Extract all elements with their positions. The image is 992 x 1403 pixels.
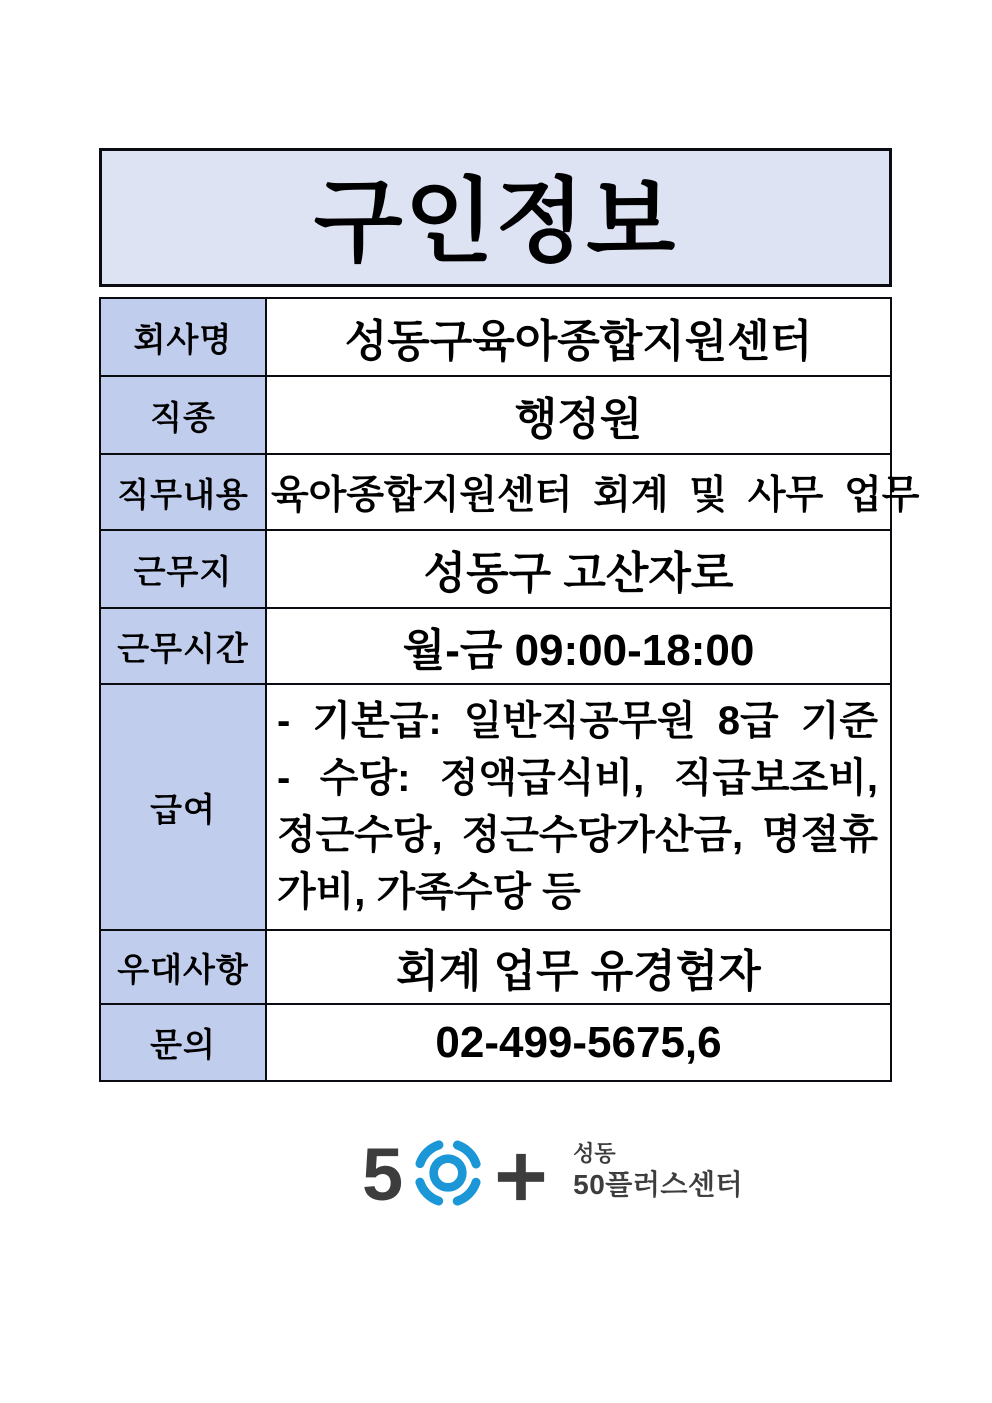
- row-value-work-hours: 월-금 09:00-18:00: [266, 608, 891, 684]
- row-value-preference: 회계 업무 유경험자: [266, 930, 891, 1004]
- row-label-work-hours: 근무시간: [100, 608, 266, 684]
- row-value-workplace: 성동구 고산자로: [266, 530, 891, 608]
- job-info-table: [99, 297, 920, 1082]
- salary-line: - 수당: 정액급식비, 직급보조비,: [277, 756, 878, 800]
- table-row: [100, 298, 891, 376]
- table-row: [100, 684, 891, 930]
- row-value-job-type: 행정원: [266, 376, 891, 454]
- logo-org-name: [573, 1140, 743, 1203]
- row-label-job-description: 직무내용: [100, 454, 266, 530]
- table-row: [100, 376, 891, 454]
- table-row: [100, 608, 891, 684]
- row-label-salary: 급여: [100, 684, 266, 930]
- logo-target-circle-icon: [407, 1132, 489, 1214]
- table-row: [100, 530, 891, 608]
- row-label-preference: 우대사항: [100, 930, 266, 1004]
- logo-org-line1: 성동: [573, 1140, 616, 1166]
- table-row: [100, 454, 891, 530]
- row-value-job-description: 육아종합지원센터 회계 및 사무 업무: [266, 454, 891, 530]
- salary-line: - 기본급: 일반직공무원 8급 기준: [277, 699, 878, 743]
- row-label-company: 회사명: [100, 298, 266, 376]
- row-label-contact: 문의: [100, 1004, 266, 1081]
- page-title: 구인정보: [313, 170, 678, 273]
- row-label-job-type: 직종: [100, 376, 266, 454]
- salary-line: 정근수당, 정근수당가산금, 명절휴: [277, 813, 878, 857]
- salary-line: 가비, 가족수당 등: [277, 870, 581, 914]
- table-row: [100, 930, 891, 1004]
- logo-org-line2: 50플러스센터: [573, 1169, 744, 1201]
- table-row: [100, 1004, 891, 1081]
- logo-digit-5: 5: [362, 1133, 404, 1216]
- row-value-contact: 02-499-5675,6: [266, 1004, 891, 1081]
- row-value-salary: [266, 684, 891, 930]
- title-banner: [99, 148, 892, 287]
- seongdong-50plus-logo: [362, 1126, 743, 1220]
- row-label-workplace: 근무지: [100, 530, 266, 608]
- row-value-company: 성동구육아종합지원센터: [266, 298, 891, 376]
- plus-icon: [495, 1151, 547, 1203]
